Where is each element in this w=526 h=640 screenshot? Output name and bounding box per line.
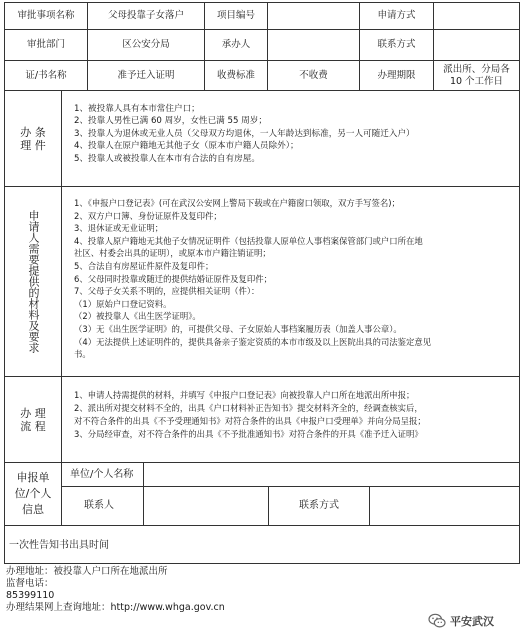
deadline-value: [434, 61, 519, 90]
header-row-1: [5, 3, 519, 30]
apply-method-value: [434, 3, 519, 29]
material-line: 书。: [74, 349, 91, 360]
materials-label: [5, 187, 62, 376]
result-query-address[interactable]: 办理结果网上查询地址：http://www.whga.gov.cn: [6, 602, 225, 613]
process-section: [5, 377, 519, 463]
unit-name-label: 单位/个人名称: [62, 463, 144, 486]
header-row-3: [5, 61, 519, 91]
handler-value: [268, 30, 360, 60]
material-line: （3）无《出生医学证明》的，可提供父母、子女原始人事档案履历表（加盖人事公章）。: [74, 323, 402, 334]
material-line: 6、父母同时投靠或随迁的提供结婚证原件及复印件；: [74, 273, 272, 284]
contact-phone-value: [370, 487, 519, 525]
material-line: 社区、村委会出具的证明），或原本市户籍注销证明；: [74, 248, 271, 259]
item-name-label: 审批事项名称: [5, 3, 88, 29]
conditions-label-line1: 办 条: [20, 125, 46, 139]
applicant-section: [5, 463, 519, 526]
applicant-unit-row: [62, 463, 519, 487]
material-line: 2、双方户口簿、身份证原件及复印件；: [74, 210, 222, 221]
conditions-label: [5, 91, 62, 186]
deadline-value-line2: 10 个工作日: [449, 75, 504, 87]
process-line: 对不符合条件的出具《不予受理通知书》对符合条件的出具《申报户口受理单》并向分局呈报；: [74, 416, 426, 426]
condition-line: 2、投靠人男性已满 60 周岁，女性已满 55 周岁；: [74, 116, 267, 127]
material-line: （1）原始户口登记资料。: [74, 298, 172, 309]
materials-section: [5, 187, 519, 377]
office-address: 办理地址：被投靠人户口所在地派出所: [6, 566, 168, 577]
process-line: 3、分局经审查，对不符合条件的出具《不予批准通知书》对符合条件的开具《准予迁入证明》: [74, 429, 423, 439]
applicant-contact-row: [62, 487, 519, 525]
unit-name-value: [144, 463, 519, 486]
process-label-line1: 办 理: [20, 406, 46, 420]
process-label-line2: 流 程: [20, 419, 46, 433]
notice-label: 一次性告知书出具时间: [9, 539, 109, 551]
process-content: [62, 377, 519, 462]
materials-label-text: 申请人需要提供的材料及要求: [27, 210, 40, 353]
applicant-label-line2: 位/个人: [14, 487, 52, 500]
condition-line: 3、投靠人为退休或无业人员（父母双方均退休，一人年龄达到标准，另一人可随迁入户）: [74, 128, 415, 139]
item-name-value: 父母投靠子女落户: [88, 3, 205, 29]
fee-label: 收费标准: [205, 61, 268, 90]
material-line: 1、《申报户口登记表》(可在武汉公安网上警局下载或在户籍窗口领取，双方手写签名)；: [74, 198, 400, 208]
supervision-phone: 85399110: [6, 590, 55, 601]
contact-person-value: [144, 487, 269, 525]
conditions-label-line2: 理 件: [20, 138, 46, 152]
contact-person-label: 联系人: [62, 487, 144, 525]
cert-name-label: 证/书名称: [5, 61, 88, 90]
condition-line: 1、被投靠人具有本市常住户口；: [74, 104, 200, 114]
wechat-watermark: [428, 610, 522, 632]
applicant-label-line1: 申报单: [16, 471, 50, 484]
material-line: 5、合法自有房屋证件原件及复印件；: [74, 260, 214, 271]
cert-name-value: 准予迁入证明: [88, 61, 205, 90]
materials-content: [62, 187, 519, 376]
contact-method-value: [434, 30, 519, 60]
condition-line: 4、投靠人在原户籍地无其他子女（原本市户籍人员除外）；: [74, 141, 299, 152]
material-line: （4）无法提供上述证明件的，提供具备亲子鉴定资质的本市市级及以上医院出具的司法鉴定意见: [74, 336, 432, 347]
applicant-label-line3: 信息: [22, 503, 44, 516]
supervision-phone-label: 监督电话：: [6, 578, 54, 589]
wechat-logo-icon: [428, 613, 446, 629]
conditions-section: [5, 91, 519, 187]
handler-label: 承办人: [205, 30, 268, 60]
deadline-label: 办理期限: [360, 61, 434, 90]
process-label: [5, 377, 62, 462]
deadline-value-line1: 派出所、分局各: [443, 63, 510, 75]
process-line: 2、派出所对提交材料不全的，出具《户口材料补正告知书》提交材料齐全的，经调查核实后，: [74, 403, 423, 413]
fee-value: 不收费: [268, 61, 360, 90]
header-row-2: [5, 30, 519, 61]
applicant-label: [5, 463, 62, 525]
process-line: 1、申请人持需提供的材料，并填写《申报户口登记表》向被投靠人户口所在地派出所申报；: [74, 390, 415, 400]
approval-form: [4, 2, 520, 564]
notice-section: [5, 526, 519, 565]
project-code-value: [268, 3, 360, 29]
project-code-label: 项目编号: [205, 3, 268, 29]
dept-value: 区公安分局: [88, 30, 205, 60]
material-line: （2）被投靠人《出生医学证明》。: [74, 311, 201, 322]
watermark-text: 平安武汉: [450, 615, 494, 628]
material-line: 7、父母子女关系不明的，应提供相关证明（件）：: [74, 286, 260, 297]
conditions-content: [62, 91, 519, 186]
dept-label: 审批部门: [5, 30, 88, 60]
contact-phone-label: 联系方式: [269, 487, 370, 525]
material-line: 3、退休证或无业证明；: [74, 223, 164, 234]
apply-method-label: 申请方式: [360, 3, 434, 29]
condition-line: 5、投靠人或被投靠人在本市有合法的自有房屋。: [74, 153, 260, 164]
footer-info: [6, 566, 225, 614]
material-line: 4、投靠人原户籍地无其他子女情况证明件（包括投靠人原单位人事档案保管部门或户口所在地: [74, 235, 423, 246]
contact-method-label: 联系方式: [360, 30, 434, 60]
